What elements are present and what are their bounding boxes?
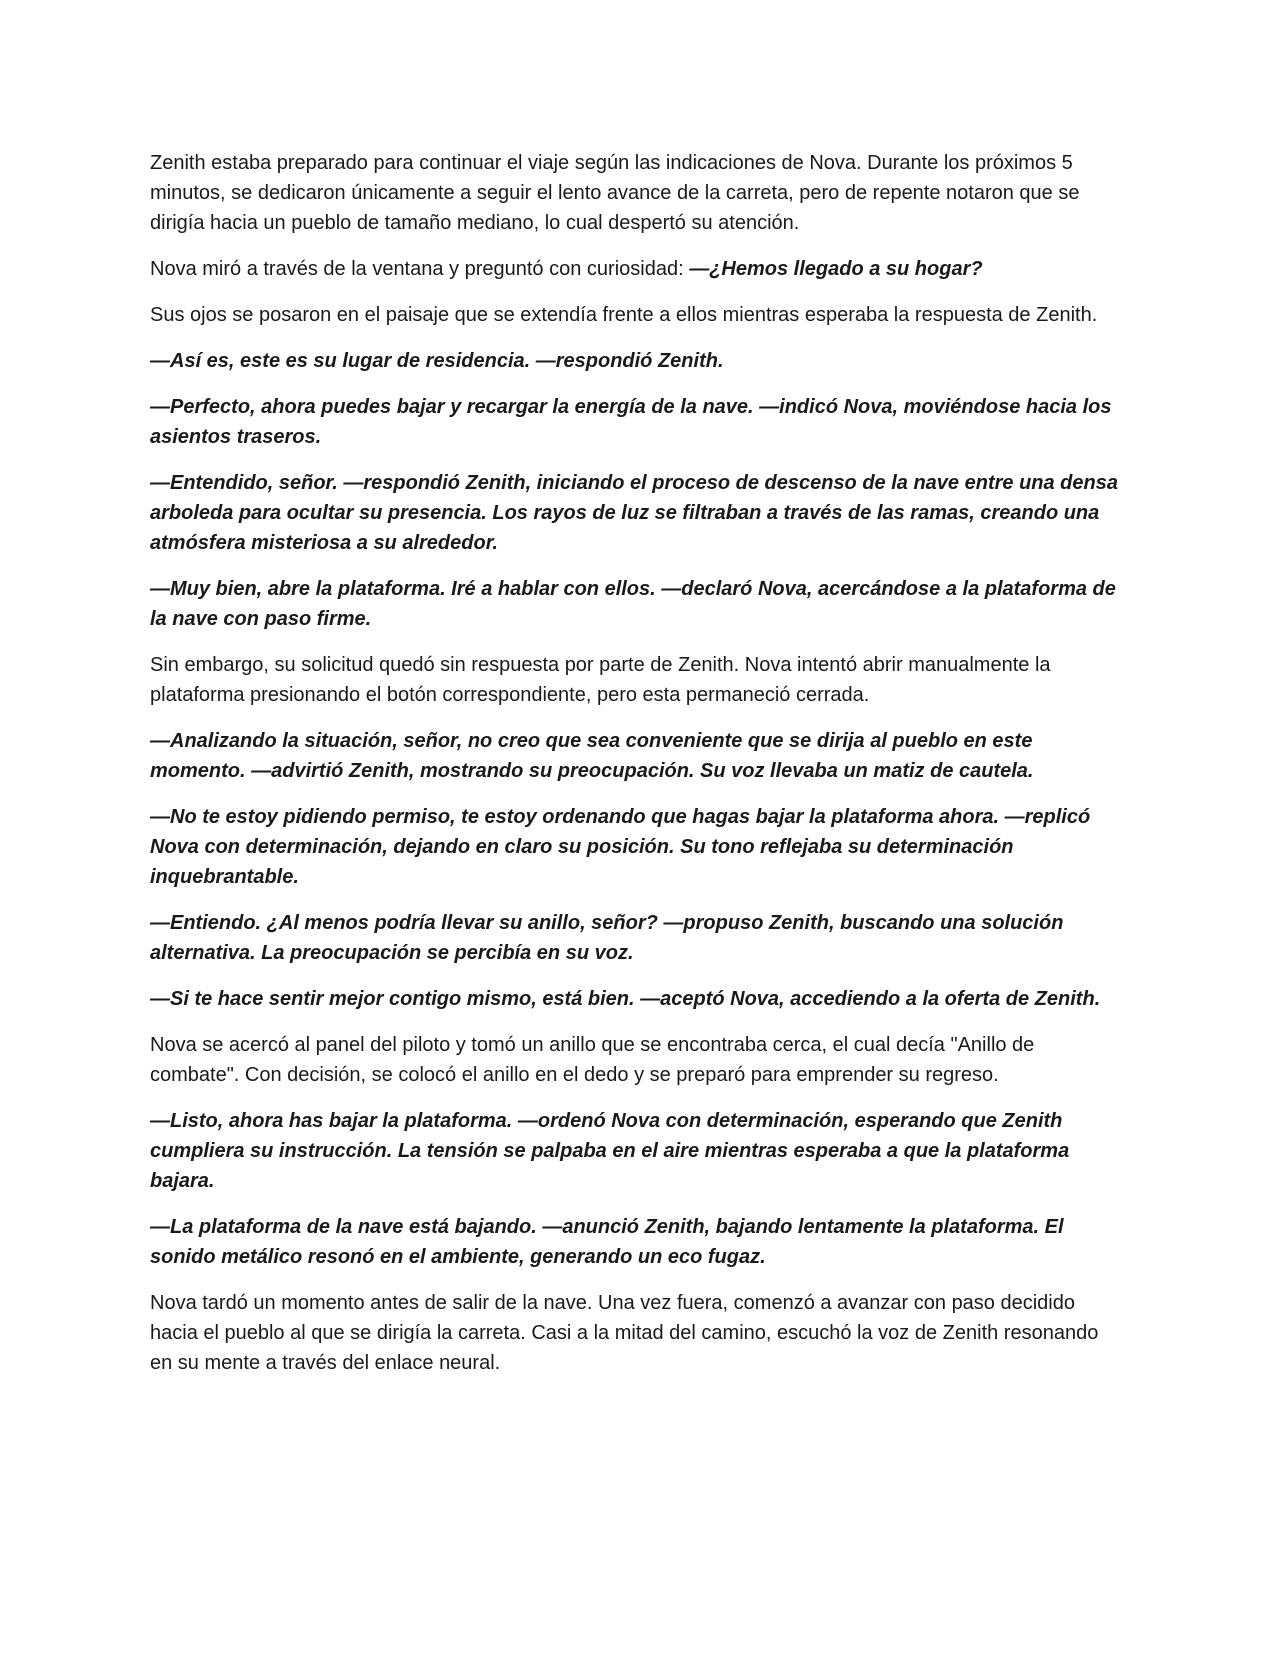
paragraph-dialogue-7: —Entiendo. ¿Al menos podría llevar su anillo, señor? —propuso Zenith, buscando una solución alternativa. La preocupación se percibía en su voz.: [150, 912, 1064, 964]
paragraph-narration-3: Sus ojos se posaron en el paisaje que se extendía frente a ellos mientras esperaba la respuesta de Zenith.: [150, 304, 1098, 326]
paragraph-narration-1: Zenith estaba preparado para continuar el viaje según las indicaciones de Nova. Durante los próximos 5 minutos, se dedicaron únicamente a seguir el lento avance de la carreta, pero de repente notaron que se dirigía hacia un pueblo de tamaño mediano, lo cual despertó su atención.: [150, 152, 1080, 234]
paragraph-dialogue-9: —Listo, ahora has bajar la plataforma. —ordenó Nova con determinación, esperando que Zenith cumpliera su instrucción. La tensión se palpaba en el aire mientras esperaba a que la plataforma bajara.: [150, 1110, 1070, 1192]
paragraph-dialogue-3: —Entendido, señor. —respondió Zenith, iniciando el proceso de descenso de la nave entre una densa arboleda para ocultar su presencia. Los rayos de luz se filtraban a través de las ramas, creando una atmósfera misteriosa a su alrededor.: [150, 472, 1118, 554]
paragraph-dialogue-2: —Perfecto, ahora puedes bajar y recargar la energía de la nave. —indicó Nova, moviéndose hacia los asientos traseros.: [150, 396, 1112, 448]
paragraph-narration-6: Nova tardó un momento antes de salir de la nave. Una vez fuera, comenzó a avanzar con paso decidido hacia el pueblo al que se dirigía la carreta. Casi a la mitad del camino, escuchó la voz de Zenith resonando en su mente a través del enlace neural.: [150, 1292, 1099, 1374]
paragraph-narration-2-text: Nova miró a través de la ventana y preguntó con curiosidad:: [150, 258, 690, 280]
paragraph-narration-5: Nova se acercó al panel del piloto y tomó un anillo que se encontraba cerca, el cual decía "Anillo de combate". Con decisión, se colocó el anillo en el dedo y se preparó para emprender su regreso.: [150, 1034, 1035, 1086]
document-body: [150, 148, 1122, 1394]
paragraph-dialogue-4: —Muy bien, abre la plataforma. Iré a hablar con ellos. —declaró Nova, acercándose a la plataforma de la nave con paso firme.: [150, 578, 1116, 630]
paragraph-dialogue-1: —Así es, este es su lugar de residencia. —respondió Zenith.: [150, 350, 724, 372]
paragraph-narration-4: Sin embargo, su solicitud quedó sin respuesta por parte de Zenith. Nova intentó abrir manualmente la plataforma presionando el botón correspondiente, pero esta permaneció cerrada.: [150, 654, 1051, 706]
paragraph-narration-2: [150, 254, 1122, 284]
dialogue-question: —¿Hemos llegado a su hogar?: [689, 258, 983, 280]
paragraph-dialogue-10: —La plataforma de la nave está bajando. —anunció Zenith, bajando lentamente la plataforma. El sonido metálico resonó en el ambiente, generando un eco fugaz.: [150, 1216, 1064, 1268]
paragraph-dialogue-5: —Analizando la situación, señor, no creo que sea conveniente que se dirija al pueblo en este momento. —advirtió Zenith, mostrando su preocupación. Su voz llevaba un matiz de cautela.: [150, 730, 1034, 782]
paragraph-dialogue-8: —Si te hace sentir mejor contigo mismo, está bien. —aceptó Nova, accediendo a la oferta de Zenith.: [150, 988, 1101, 1010]
paragraph-dialogue-6: —No te estoy pidiendo permiso, te estoy ordenando que hagas bajar la plataforma ahora. —replicó Nova con determinación, dejando en claro su posición. Su tono reflejaba su determinación inquebrantable.: [150, 806, 1091, 888]
